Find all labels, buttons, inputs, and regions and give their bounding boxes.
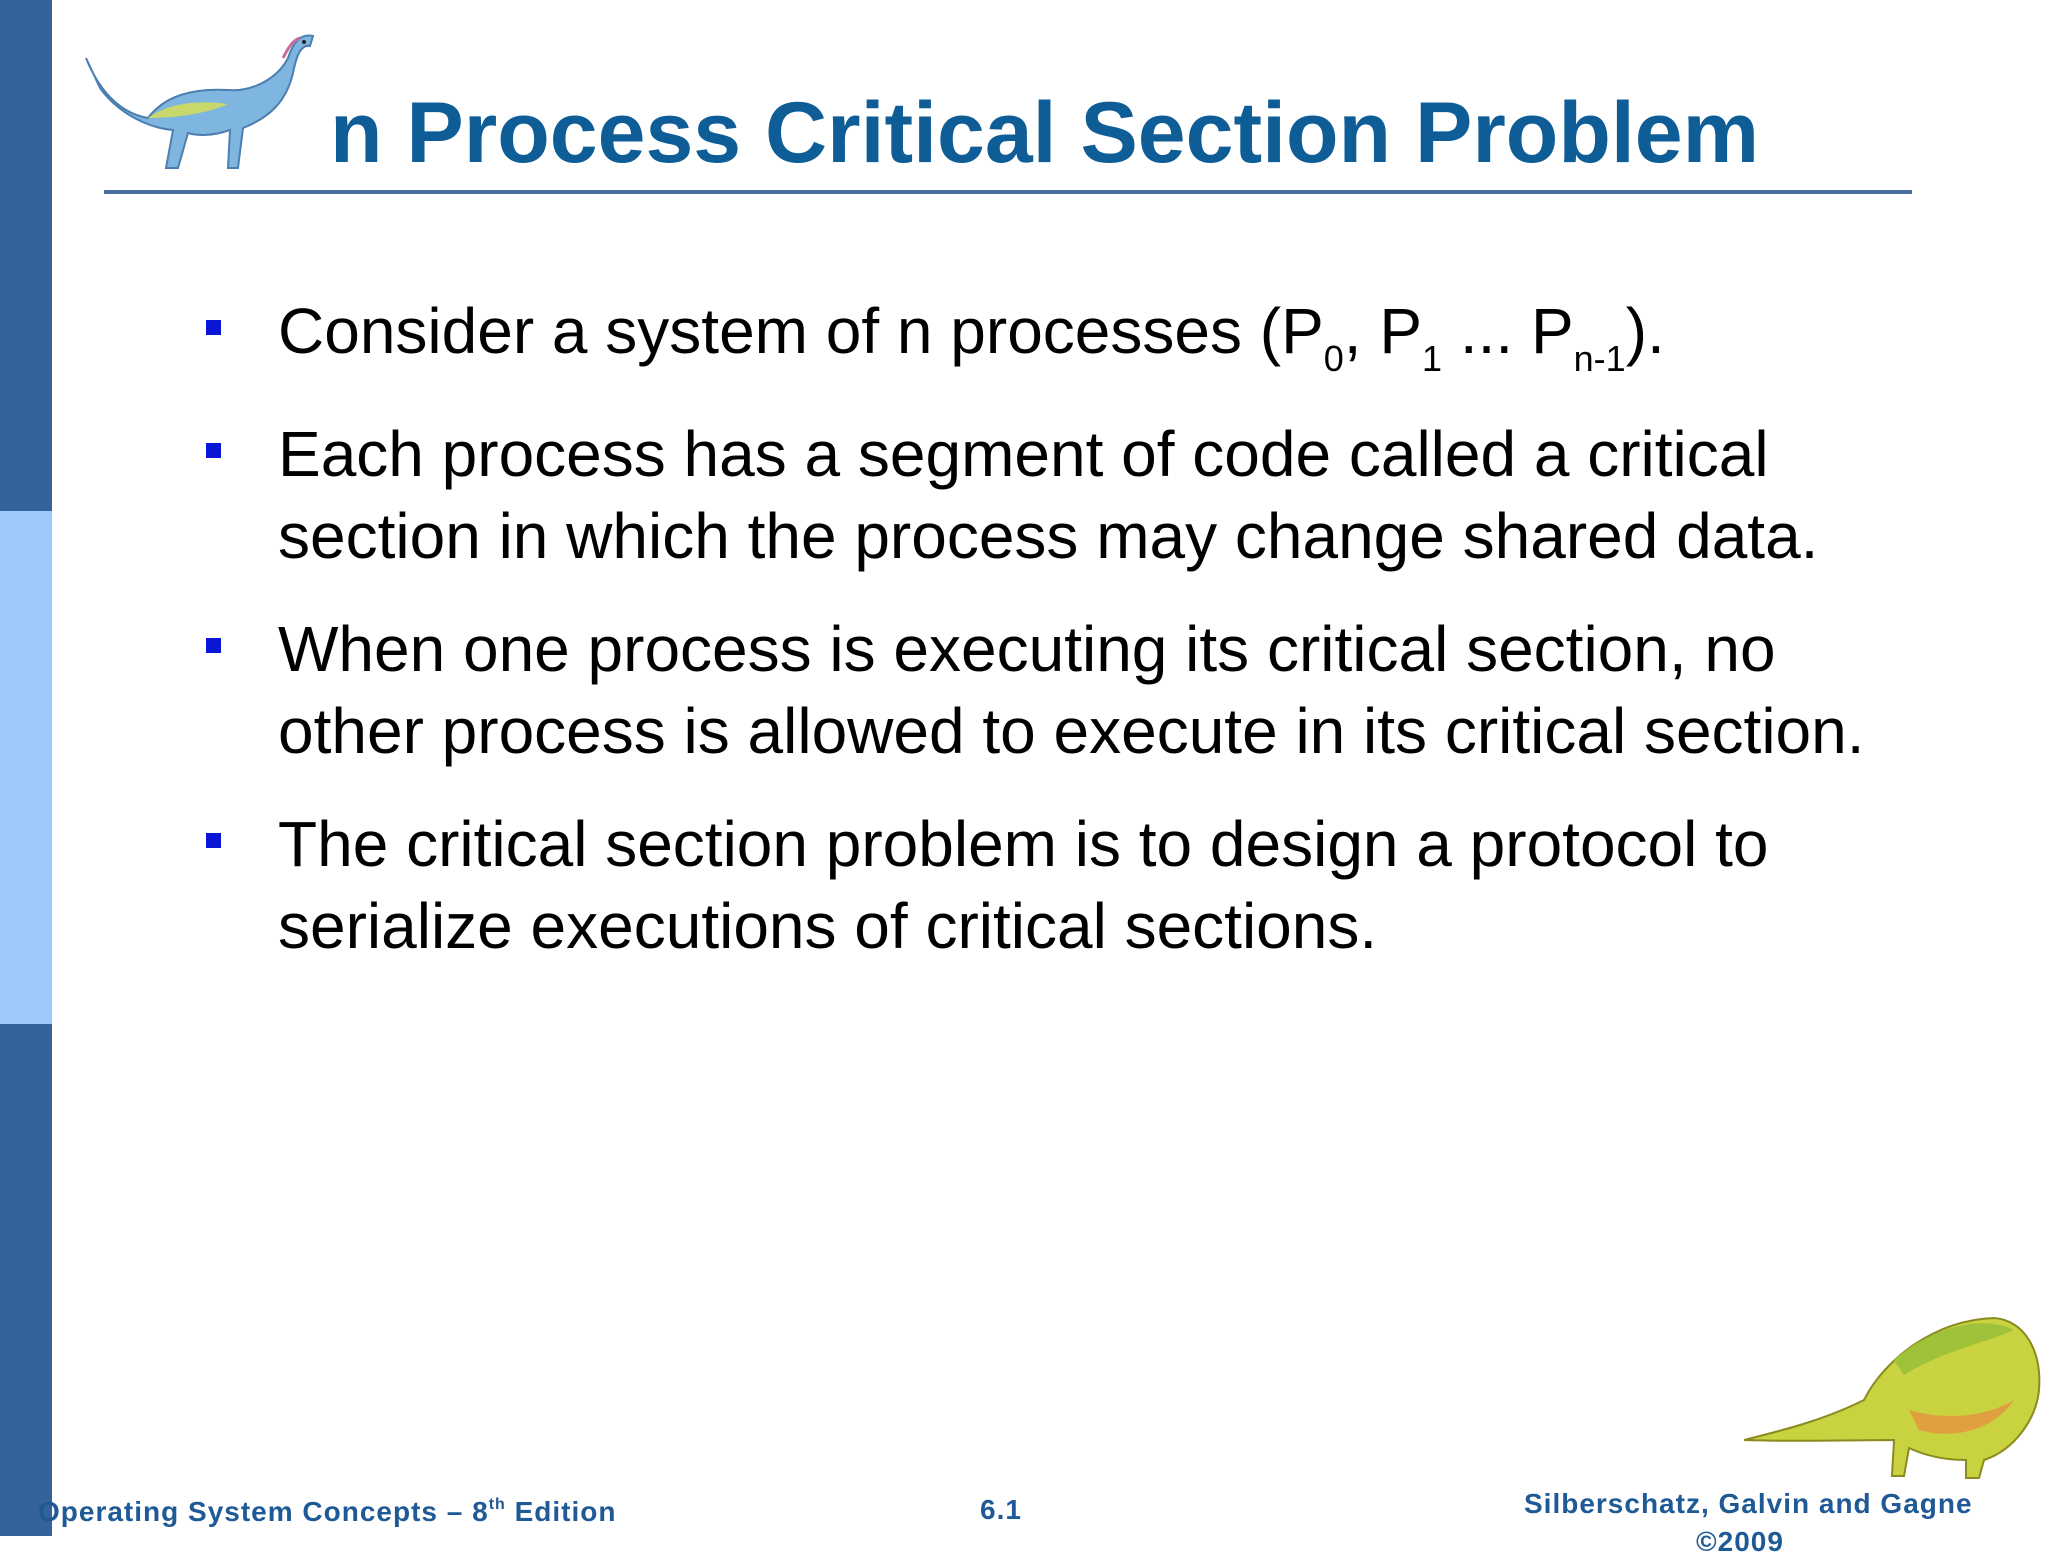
bullet-marker-icon (206, 320, 221, 335)
sidebar-band-middle (0, 511, 52, 1024)
dinosaur-corner-icon (1744, 1300, 2044, 1480)
bullet-text: When one process is executing its critical section, no other process is allowed to execute in its critical section. (278, 613, 1865, 767)
bullet-marker-icon (206, 443, 221, 458)
bullet-text: Consider a system of n processes ($P_0$, $P_1$ ... $P_{n-1}$). (278, 295, 1665, 379)
subscript: n-1 (1573, 338, 1626, 379)
footer-authors: Silberschatz, Galvin and Gagne (1524, 1488, 1973, 1519)
bullet-text: Each process has a segment of code called a critical section in which the process may change shared data. (278, 418, 1819, 572)
subscript: 1 (1422, 338, 1443, 379)
subscript: 0 (1323, 338, 1344, 379)
page-title: n Process Critical Section Problem (330, 85, 1760, 181)
footer-copyright: ©2009 (1696, 1526, 1784, 1557)
bullet-item (204, 803, 1884, 967)
sidebar-band-bottom (0, 1024, 52, 1536)
bullet-item (204, 413, 1884, 577)
dinosaur-logo-icon (78, 18, 318, 188)
bullet-item (204, 290, 1884, 382)
bullet-text: The critical section problem is to design a protocol to serialize executions of critical sections. (278, 808, 1769, 962)
title-divider (104, 190, 1912, 194)
bullet-list (204, 290, 1884, 998)
footer-page-number: 6.1 (980, 1494, 1022, 1525)
bullet-marker-icon (206, 638, 221, 653)
bullet-item (204, 608, 1884, 772)
bullet-marker-icon (206, 833, 221, 848)
sidebar-band-top (0, 0, 52, 511)
footer-course-title: Operating System Concepts – 8th Edition (38, 1496, 617, 1527)
